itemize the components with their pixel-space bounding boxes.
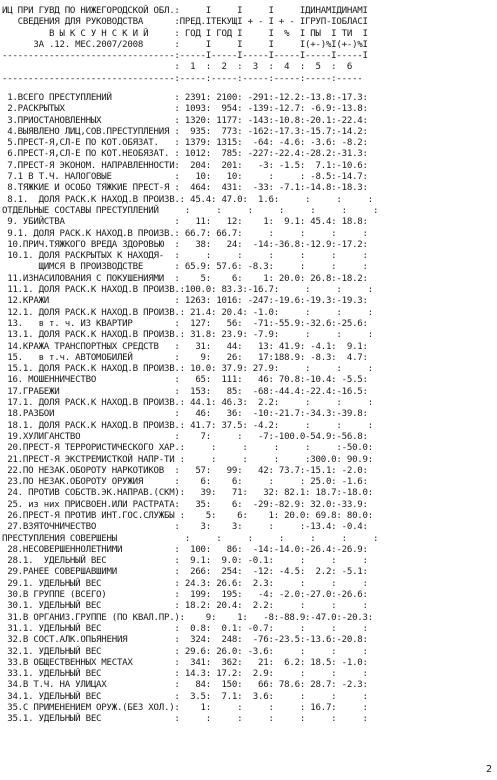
table-row: 21.ПРЕСТ-Я ЭКСТРЕМИСТКОЙ НАПР-ТИ : : : : :300.0: 90.9: [2, 454, 373, 465]
report-header [2, 6, 368, 85]
table-row: 31.В ОРГАНИЗ.ГРУППЕ (ПО КВАЛ.ПР.): 9: 1: -8:-88.9:-47.0:-20.3: [2, 612, 373, 623]
table-row: ОТДЕЛЬНЫЕ СОСТАВЫ ПРЕСТУПЛЕНИЙ : : : : : : : [2, 205, 379, 216]
table-row: 9. УБИЙСТВА : 11: 12: 1: 9.1: 45.4: 18.8: [2, 217, 368, 228]
table-row: 17.1. ДОЛЯ РАСК.К НАХОД.В ПРОИЗВ.: 44.1: 46.3: 2.2: : : : [2, 398, 373, 409]
header-line: : 1 : 2 : 3 : 4 : 5 : 6 [2, 62, 353, 73]
table-row: 20.ПРЕСТ-Я ТЕРРОРИСТИЧЕСКОГО ХАР.: : : : : :-50.0: [2, 443, 373, 454]
table-row: 22.ПО НЕЗАК.ОБОРОТУ НАРКОТИКОВ : 57: 99: 42: 73.7:-15.1: -2.0: [2, 465, 368, 476]
header-line: ---------------------------------:-----I-----I-----I-----I-----I-----I [2, 51, 368, 62]
header-line: СВЕДЕНИЯ ДЛЯ РУКОВОДСТВА :ПРЕД.IТЕКУЩI + - I + - IГРУП-IОБЛАСI [2, 17, 368, 28]
table-row: 7.1 В Т.Ч. НАЛОГОВЫЕ : 10: 10: : : -8.5:-14.7: [2, 172, 368, 183]
table-row: 18.РАЗБОИ : 46: 36: -10:-21.7:-34.3:-39.8: [2, 409, 368, 420]
report-table [2, 93, 378, 726]
table-row: 11.1. ДОЛЯ РАСК.К НАХОД.В ПРОИЗВ.:100.0: 83.3:-16.7: : : : [2, 285, 373, 296]
table-row: 17.ГРАБЕЖИ : 153: 85: -68:-44.4:-22.4:-16.5: [2, 386, 368, 397]
table-row: 34.В Т.Ч. НА УЛИЦАХ : 84: 150: 66: 78.6: 28.7: -2.3: [2, 680, 368, 691]
table-row: 24. ПРОТИВ СОБСТВ.ЭК.НАПРАВ.(СКМ): 39: 71: 32: 82.1: 18.7:-18.0: [2, 488, 373, 499]
table-row: 23.ПО НЕЗАК.ОБОРОТУ ОРУЖИЯ : 6: 6: : : 25.0: -1.6: [2, 477, 368, 488]
table-row: 3.ПРИОСТАНОВЛЕННЫХ : 1320: 1177: -143:-10.8:-20.1:-22.4: [2, 115, 368, 126]
table-row: 26.ПРЕСТ-Я ПРОТИВ ИНТ.ГОС.СЛУЖБЫ : 5: 6: 1: 20.0: 69.8: 80.0: [2, 510, 373, 521]
table-row: 28.1. УДЕЛЬНЫЙ ВЕС : 9.1: 9.0: -0.1: : : : [2, 556, 368, 567]
table-row: 8.1. ДОЛЯ РАСК.К НАХОД.В ПРОИЗВ.: 45.4: 47.0: 1.6: : : : [2, 194, 373, 205]
header-line: В Ы К С У Н С К И Й : ГОД I ГОД I I % I ПЫ I ТИ I [2, 28, 368, 39]
table-row: 12.1. ДОЛЯ РАСК.К НАХОД.В ПРОИЗВ.: 21.4: 20.4: -1.0: : : : [2, 307, 373, 318]
table-row: 30.1. УДЕЛЬНЫЙ ВЕС : 18.2: 20.4: 2.2: : : : [2, 601, 368, 612]
table-row: 9.1. ДОЛЯ РАСК.К НАХОД.В ПРОИЗВ.: 66.7: 66.7: : : : : [2, 228, 368, 239]
header-line: ЗА .12. МЕС.2007/2008 : I I I I(+-)%I(+-)%I [2, 39, 368, 50]
table-row: 32.1. УДЕЛЬНЫЙ ВЕС : 29.6: 26.0: -3.6: : : : [2, 646, 368, 657]
table-row: 15.1. ДОЛЯ РАСК.К НАХОД.В ПРОИЗВ.: 10.0: 37.9: 27.9: : : : [2, 364, 373, 375]
table-row: 30.В ГРУППЕ (ВСЕГО) : 199: 195: -4: -2.0:-27.0:-26.6: [2, 590, 368, 601]
table-row: 10.1. ДОЛЯ РАСКРЫТЫХ К НАХОДЯ- : : : : : : : [2, 251, 368, 262]
table-row: 12.КРАЖИ : 1263: 1016: -247:-19.6:-19.3:-19.3: [2, 296, 368, 307]
table-row: 2.РАСКРЫТЫХ : 1093: 954: -139:-12.7: -6.9:-13.8: [2, 104, 368, 115]
table-row: 15. в т.ч. АВТОМОБИЛЕЙ : 9: 26: 17:188.9: -8.3: 4.7: [2, 352, 368, 363]
table-row: 28.НЕСОВЕРШЕННОЛЕТНИМИ : 100: 86: -14:-14.0:-26.4:-26.9: [2, 544, 368, 555]
table-row: 7.ПРЕСТ-Я ЭКОНОМ. НАПРАВЛЕННОСТИ: 204: 201: -3: -1.5: 7.1:-10.6: [2, 160, 368, 171]
table-row: 31.1. УДЕЛЬНЫЙ ВЕС : 0.8: 0.1: -0.7: : : : [2, 623, 368, 634]
table-row: 13. в т. ч. ИЗ КВАРТИР : 127: 56: -71:-55.9:-32.6:-25.6: [2, 318, 368, 329]
table-row: 29.1. УДЕЛЬНЫЙ ВЕС : 24.3: 26.6: 2.3: : : : [2, 578, 368, 589]
table-row: 13.1. ДОЛЯ РАСК.К НАХОД.В ПРОИЗВ.: 31.8: 23.9: -7.9: : : : [2, 330, 373, 341]
table-row: 18.1. ДОЛЯ РАСК.К НАХОД.В ПРОИЗВ.: 41.7: 37.5: -4.2: : : : [2, 420, 373, 431]
table-row: 33.В ОБЩЕСТВЕННЫХ МЕСТАХ : 341: 362: 21: 6.2: 18.5: -1.0: [2, 657, 368, 668]
table-row: 4.ВЫЯВЛЕНО ЛИЦ,СОВ.ПРЕСТУПЛЕНИЯ : 935: 773: -162:-17.3:-15.7:-14.2: [2, 126, 368, 137]
table-row: 19.ХУЛИГАНСТВО : 7: : -7:-100.0-54.9:-56.8: [2, 431, 368, 442]
table-row: 29.РАНЕЕ СОВЕРШАВШИМИ : 266: 254: -12: -4.5: 2.2: -5.1: [2, 567, 368, 578]
table-row: ПРЕСТУПЛЕНИЯ СОВЕРШЕНЫ : : : : : : : [2, 533, 379, 544]
table-row: 5.ПРЕСТ-Я,СЛ-Е ПО КОТ.ОБЯЗАТ. : 1379: 1315: -64: -4.6: -3.6: -8.2: [2, 138, 368, 149]
table-row: 6.ПРЕСТ-Я,СЛ-Е ПО КОТ.НЕОБЯЗАТ. : 1012: 785: -227:-22.4:-28.2:-31.3: [2, 149, 368, 160]
table-row: 1.ВСЕГО ПРЕСТУПЛЕНИЙ : 2391: 2100: -291:-12.2:-13.8:-17.3: [2, 93, 368, 103]
table-row: ЩИМСЯ В ПРОИЗВОДСТВЕ : 65.9: 57.6: -8.3: : : : [2, 262, 368, 273]
header-line: ИЦ ПРИ ГУВД ПО НИЖЕГОРОДСКОЙ ОБЛ.: I I I IДИНАМIДИНАМI [2, 6, 368, 16]
table-row: 33.1. УДЕЛЬНЫЙ ВЕС : 14.3: 17.2: 2.9: : : : [2, 669, 368, 680]
table-row: 27.ВЗЯТОЧНИЧЕСТВО : 3: 3: : :-13.4: -0.4: [2, 522, 368, 533]
header-line: ---------------------------------:-----:-----:-----:-----:-----:----- [2, 73, 363, 84]
table-row: 16. МОШЕННИЧЕСТВО : 65: 111: 46: 70.8:-10.4: -5.5: [2, 375, 368, 386]
table-row: 25. из них ПРИСВОЕН.ИЛИ РАСТРАТА: 35: 6: -29:-82.9: 32.0:-33.9: [2, 499, 368, 510]
table-row: 35.1. УДЕЛЬНЫЙ ВЕС : : : : : : : [2, 714, 368, 725]
table-row: 14.КРАЖА ТРАНСПОРТНЫХ СРЕДСТВ : 31: 44: 13: 41.9: -4.1: 9.1: [2, 341, 368, 352]
table-row: 8.ТЯЖКИЕ И ОСОБО ТЯЖКИЕ ПРЕСТ-Я : 464: 431: -33: -7.1:-14.8:-18.3: [2, 183, 368, 194]
table-row: 11.ИЗНАСИЛОВАНИЯ С ПОКУШЕНИЯМИ : 5: 6: 1: 20.0: 26.8:-18.2: [2, 273, 368, 284]
table-row: 32.В СОСТ.АЛК.ОПЬЯНЕНИЯ : 324: 248: -76:-23.5:-13.6:-20.8: [2, 635, 368, 646]
page-number: 2 [486, 764, 493, 775]
table-row: 35.С ПРИМЕНЕНИЕМ ОРУЖ.(БЕЗ ХОЛ.): 1: : : : 16.7: : [2, 703, 368, 714]
table-row: 10.ПРИЧ.ТЯЖКОГО ВРЕДА ЗДОРОВЬЮ : 38: 24: -14:-36.8:-12.9:-17.2: [2, 239, 368, 250]
table-row: 34.1. УДЕЛЬНЫЙ ВЕС : 3.5: 7.1: 3.6: : : : [2, 691, 368, 702]
